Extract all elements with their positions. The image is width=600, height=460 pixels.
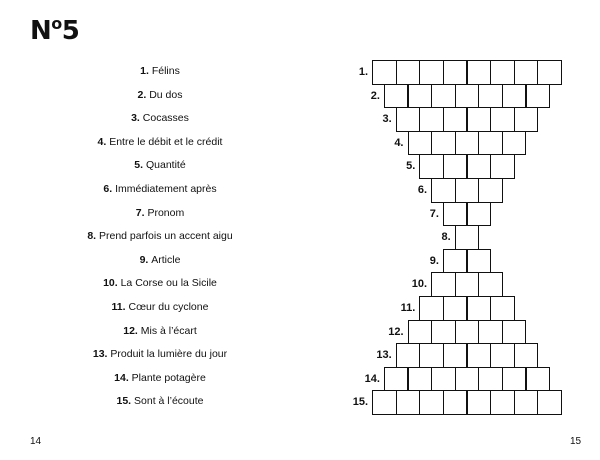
grid-cell[interactable] bbox=[490, 343, 515, 368]
grid-cell[interactable] bbox=[526, 367, 551, 392]
grid-cell[interactable] bbox=[478, 320, 503, 345]
grid-cell[interactable] bbox=[467, 343, 492, 368]
clue-number: 7. bbox=[135, 206, 148, 219]
clue-number: 11. bbox=[111, 301, 129, 313]
grid-cell[interactable] bbox=[514, 107, 539, 132]
grid-row-label-8: 8. bbox=[441, 231, 451, 244]
clue-text: Entre le débit et le crédit bbox=[109, 135, 223, 148]
grid-cell[interactable] bbox=[419, 296, 444, 321]
grid-cell[interactable] bbox=[443, 107, 468, 132]
clue-text: Produit la lumière du jour bbox=[110, 348, 228, 361]
grid-cell[interactable] bbox=[467, 107, 492, 132]
grid-cell[interactable] bbox=[502, 131, 527, 156]
grid-cell[interactable] bbox=[419, 107, 444, 132]
grid-cell[interactable] bbox=[514, 343, 539, 368]
clue-number: 10. bbox=[103, 277, 121, 290]
grid-cell[interactable] bbox=[408, 131, 433, 156]
page-number-left: 14 bbox=[30, 436, 42, 447]
grid-cell[interactable] bbox=[514, 60, 539, 85]
grid-cell[interactable] bbox=[502, 84, 527, 109]
grid-row-label-15: 15. bbox=[352, 396, 369, 409]
grid-cell[interactable] bbox=[396, 390, 421, 415]
grid-cell[interactable] bbox=[419, 154, 444, 179]
grid-cell[interactable] bbox=[396, 60, 421, 85]
clue-text: Quantité bbox=[145, 159, 186, 172]
clue-text: Prend parfois un accent aigu bbox=[99, 230, 233, 243]
clue-number: 14. bbox=[114, 371, 132, 384]
grid-cell[interactable] bbox=[408, 367, 433, 392]
grid-cell[interactable] bbox=[514, 390, 539, 415]
grid-cell[interactable] bbox=[478, 178, 503, 203]
clue-text: Sont à l’écoute bbox=[134, 395, 204, 408]
grid-row-label-12: 12. bbox=[388, 325, 404, 338]
clue-number: 6. bbox=[103, 183, 116, 195]
grid-cell[interactable] bbox=[467, 60, 492, 85]
grid-cell[interactable] bbox=[502, 367, 527, 392]
grid-cell[interactable] bbox=[431, 84, 456, 109]
grid-row-label-11: 11. bbox=[400, 302, 416, 314]
grid-cell[interactable] bbox=[526, 84, 551, 109]
clue-number: 12. bbox=[123, 324, 141, 337]
grid-row-label-4: 4. bbox=[394, 136, 404, 149]
clue-text: Plante potagère bbox=[131, 371, 206, 384]
clue-number: 4. bbox=[97, 135, 110, 148]
grid-cell[interactable] bbox=[443, 202, 468, 227]
clue-number: 5. bbox=[134, 159, 146, 172]
grid-cell[interactable] bbox=[490, 390, 515, 415]
grid-cell[interactable] bbox=[467, 390, 492, 415]
grid-cell[interactable] bbox=[455, 178, 480, 203]
clue-number: 8. bbox=[87, 230, 99, 243]
grid-cell[interactable] bbox=[443, 296, 468, 321]
grid-row-label-7: 7. bbox=[429, 207, 439, 220]
grid-cell[interactable] bbox=[455, 84, 480, 109]
grid-cell[interactable] bbox=[478, 272, 503, 297]
grid-cell[interactable] bbox=[455, 320, 480, 345]
grid-row-label-3: 3. bbox=[382, 113, 392, 126]
grid-cell[interactable] bbox=[478, 367, 503, 392]
grid-cell[interactable] bbox=[372, 60, 397, 85]
grid-cell[interactable] bbox=[443, 154, 468, 179]
grid-cell[interactable] bbox=[467, 154, 492, 179]
puzzle-title: $N^o5$ bbox=[30, 14, 80, 46]
grid-cell[interactable] bbox=[443, 249, 468, 274]
grid-cell[interactable] bbox=[431, 320, 456, 345]
grid-cell[interactable] bbox=[490, 107, 515, 132]
clue-number: 15. bbox=[116, 395, 135, 408]
grid-row-label-6: 6. bbox=[417, 184, 428, 196]
grid-row-label-13: 13. bbox=[376, 349, 392, 362]
grid-cell[interactable] bbox=[490, 154, 515, 179]
grid-cell[interactable] bbox=[431, 272, 456, 297]
grid-cell[interactable] bbox=[431, 178, 456, 203]
grid-cell[interactable] bbox=[467, 202, 492, 227]
clue-text: La Corse ou la Sicile bbox=[120, 277, 217, 290]
clue-text: Du dos bbox=[149, 88, 183, 101]
clue-text: Article bbox=[151, 253, 181, 266]
clue-text: Mis à l’écart bbox=[140, 324, 197, 337]
grid-row-label-9: 9. bbox=[429, 254, 439, 267]
grid-cell[interactable] bbox=[455, 225, 480, 250]
clue-text: Cocasses bbox=[142, 112, 189, 125]
grid-cell[interactable] bbox=[443, 343, 468, 368]
grid-cell[interactable] bbox=[537, 390, 562, 415]
grid-cell[interactable] bbox=[455, 272, 480, 297]
clue-text: Immédiatement après bbox=[115, 183, 217, 195]
grid-row-label-10: 10. bbox=[411, 278, 428, 291]
grid-cell[interactable] bbox=[431, 367, 456, 392]
grid-row-label-1: 1. bbox=[358, 66, 369, 78]
grid-cell[interactable] bbox=[455, 131, 480, 156]
clue-number: 9. bbox=[139, 253, 152, 266]
grid-cell[interactable] bbox=[408, 84, 433, 109]
grid-cell[interactable] bbox=[478, 131, 503, 156]
grid-cell[interactable] bbox=[502, 320, 527, 345]
grid-cell[interactable] bbox=[372, 390, 397, 415]
clue-text: Félins bbox=[151, 65, 180, 77]
grid-cell[interactable] bbox=[431, 131, 456, 156]
grid-cell[interactable] bbox=[419, 390, 444, 415]
clue-text: Cœur du cyclone bbox=[128, 301, 209, 313]
grid-cell[interactable] bbox=[419, 343, 444, 368]
grid-cell[interactable] bbox=[396, 107, 421, 132]
grid-row-label-5: 5. bbox=[406, 160, 416, 173]
grid-cell[interactable] bbox=[384, 84, 409, 109]
clue-text: Pronom bbox=[147, 206, 185, 219]
clue-number: 13. bbox=[92, 348, 111, 361]
clue-number: 1. bbox=[140, 65, 152, 77]
grid-row-label-2: 2. bbox=[370, 89, 380, 102]
grid-cell[interactable] bbox=[443, 60, 468, 85]
grid-row-label-14: 14. bbox=[364, 372, 380, 385]
grid-cell[interactable] bbox=[490, 296, 515, 321]
grid-cell[interactable] bbox=[419, 60, 444, 85]
clue-number: 3. bbox=[131, 112, 143, 125]
page-number-right: 15 bbox=[570, 436, 582, 447]
grid-cell[interactable] bbox=[490, 60, 515, 85]
clue-number: 2. bbox=[137, 88, 150, 101]
grid-cell[interactable] bbox=[467, 296, 492, 321]
grid-cell[interactable] bbox=[467, 249, 492, 274]
grid-cell[interactable] bbox=[537, 60, 562, 85]
grid-cell[interactable] bbox=[396, 343, 421, 368]
grid-cell[interactable] bbox=[455, 367, 480, 392]
grid-cell[interactable] bbox=[443, 390, 468, 415]
grid-cell[interactable] bbox=[478, 84, 503, 109]
grid-cell[interactable] bbox=[408, 320, 433, 345]
grid-cell[interactable] bbox=[384, 367, 409, 392]
